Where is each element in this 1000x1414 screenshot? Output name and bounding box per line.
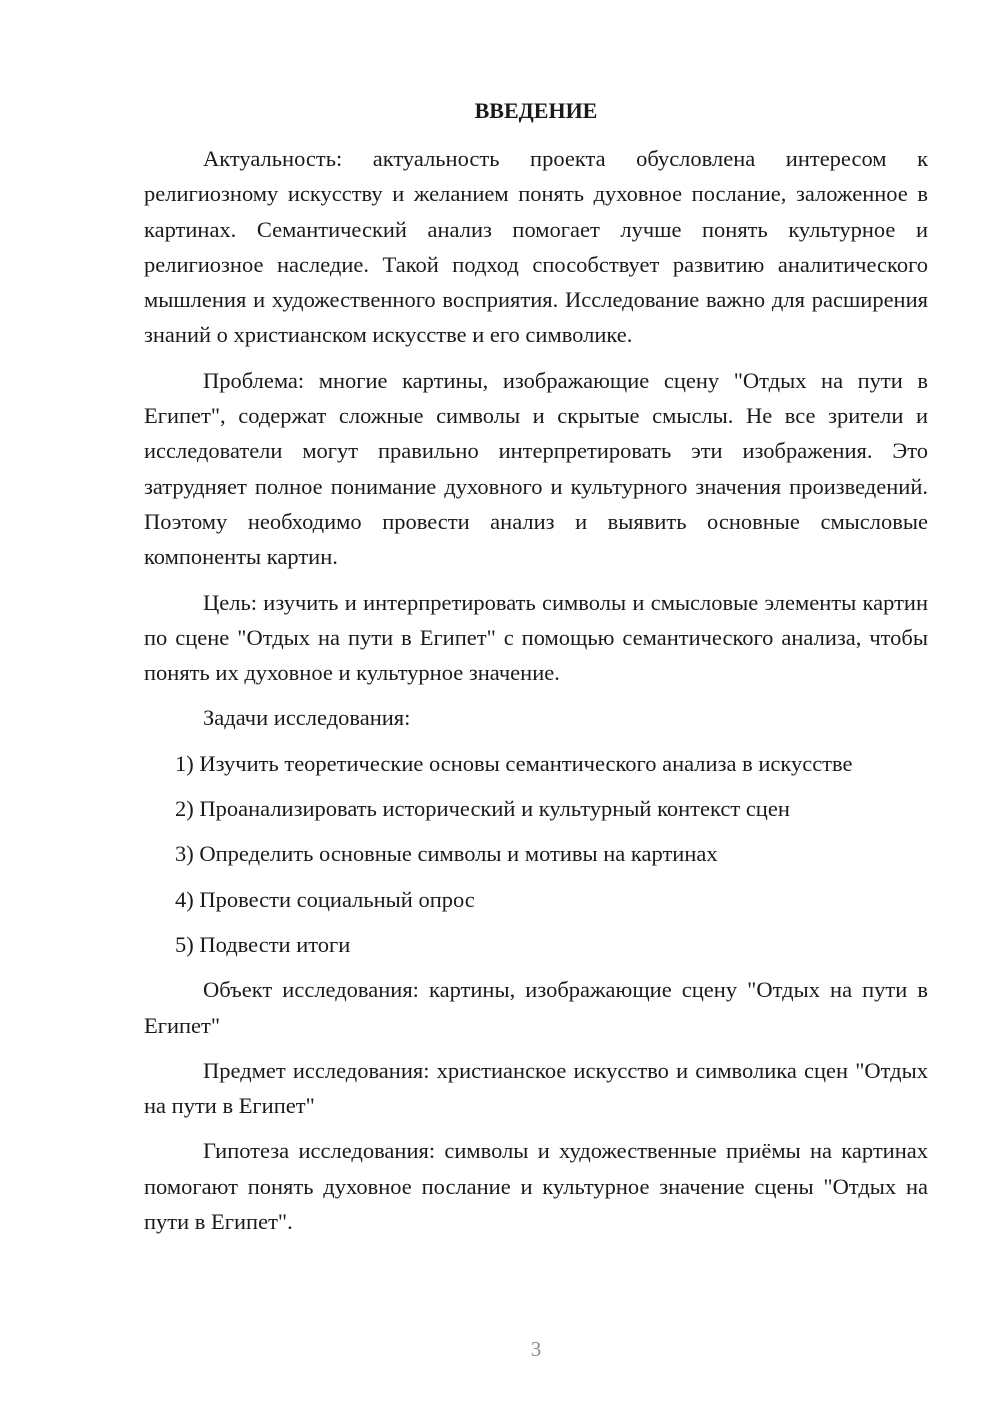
list-item: 3) Определить основные символы и мотивы на картинах: [175, 841, 718, 867]
list-item: 1) Изучить теоретические основы семантического анализа в искусстве: [175, 750, 853, 776]
document-body: [144, 141, 928, 1249]
page-number: 3: [530, 1337, 542, 1361]
paragraph-problem: Проблема: многие картины, изображающие сцену "Отдых на пути в Египет", содержат сложные символы и скрытые смыслы. Не все зрители и исследователи могут правильно интерпретировать эти изображения. Это затрудняет полное понимание духовного и культурного значения произведений. Поэтому необходимо провести анализ и выявить основные смысловые компоненты картин.: [144, 367, 928, 570]
paragraph-subject: Предмет исследования: христианское искусство и символика сцен "Отдых на пути в Египет": [144, 1057, 928, 1119]
list-item: 4) Провести социальный опрос: [175, 886, 475, 912]
paragraph-relevance: Актуальность: актуальность проекта обусловлена интересом к религиозному искусству и желанием понять духовное послание, заложенное в картинах. Семантический анализ помогает лучше понять культурное и религиозное наследие. Такой подход способствует развитию аналитического мышления и художественного восприятия. Исследование важно для расширения знаний о христианском искусстве и его символике.: [144, 146, 928, 348]
paragraph-hypothesis: Гипотеза исследования: символы и художественные приёмы на картинах помогают понять духовное послание и культурное значение сцены "Отдых на пути в Египет".: [144, 1138, 928, 1235]
list-item: 5) Подвести итоги: [175, 931, 351, 957]
page-title: ВВЕДЕНИЕ: [474, 98, 598, 123]
tasks-heading: Задачи исследования:: [203, 705, 411, 731]
document-page: [144, 0, 928, 1414]
paragraph-object: Объект исследования: картины, изображающие сцену "Отдых на пути в Египет": [144, 977, 928, 1038]
list-item: 2) Проанализировать исторический и культурный контекст сцен: [175, 796, 790, 822]
tasks-list: [144, 746, 928, 962]
paragraph-goal: Цель: изучить и интерпретировать символы и смысловые элементы картин по сцене "Отдых на пути в Египет" с помощью семантического анализа, чтобы понять их духовное и культурное значение.: [144, 589, 928, 686]
